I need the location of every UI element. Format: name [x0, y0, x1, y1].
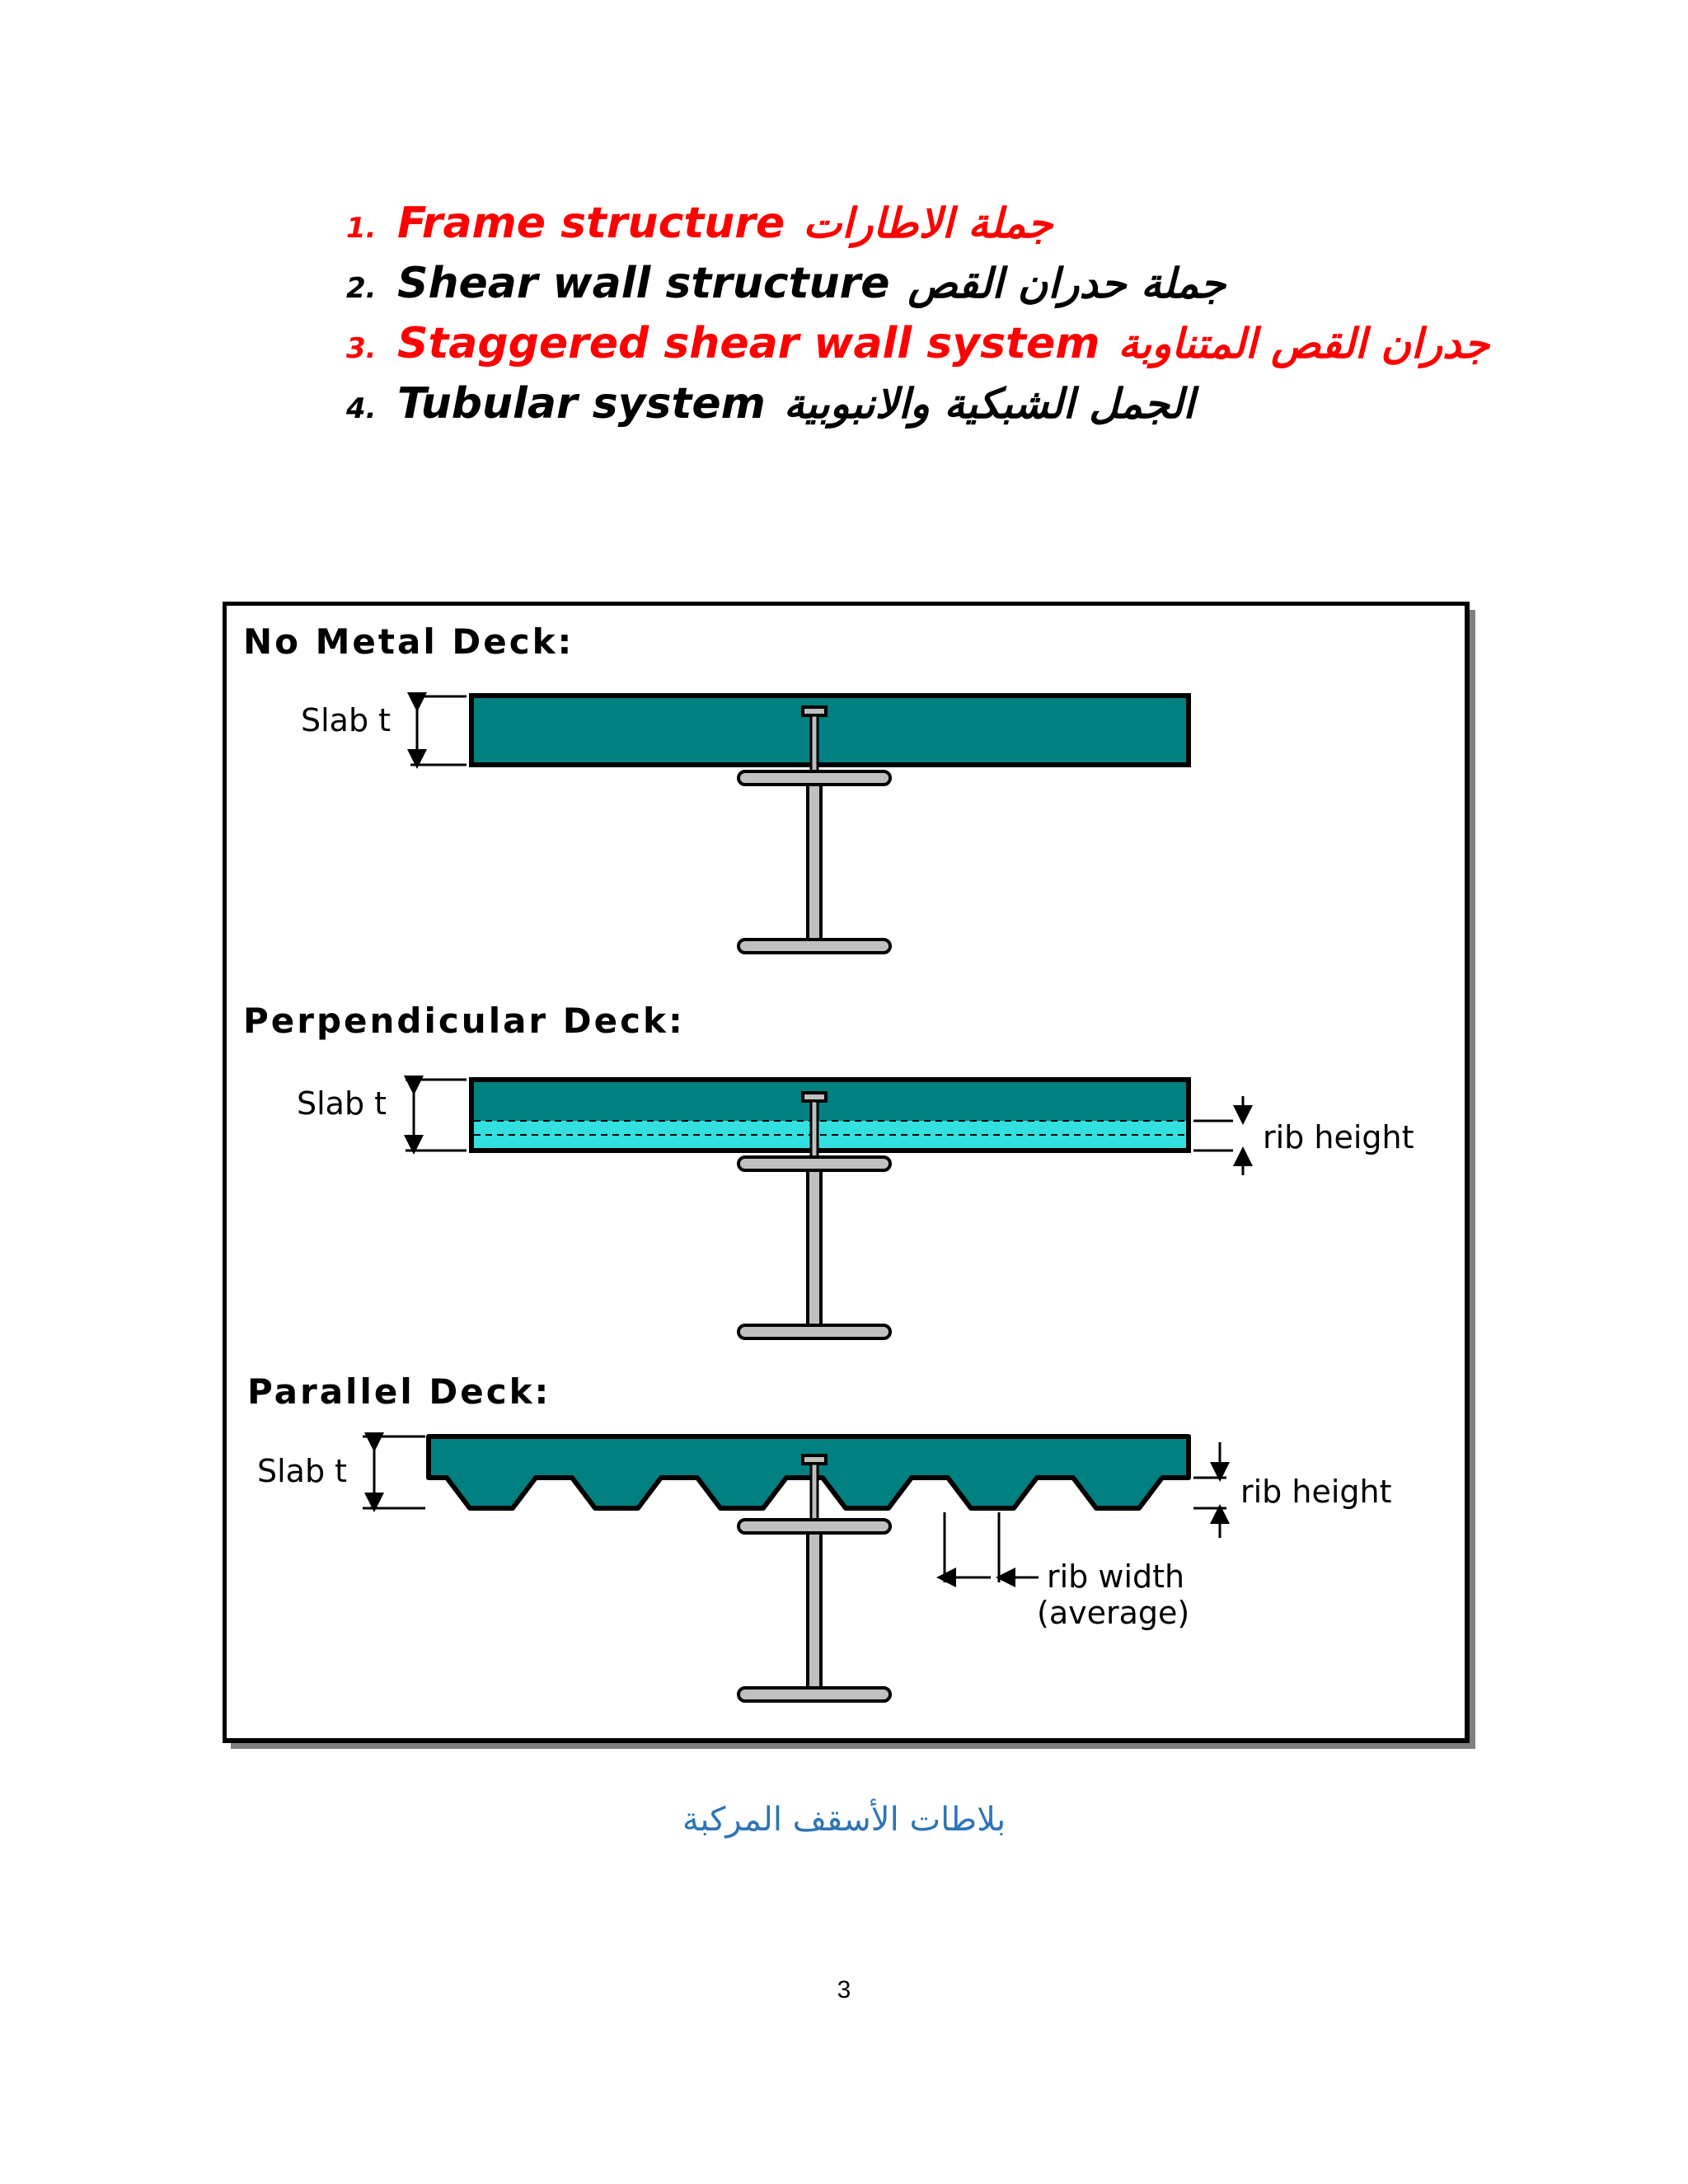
list-number: 1.	[346, 212, 377, 245]
section-title: Perpendicular Deck:	[243, 1001, 685, 1041]
list-item-english: Shear wall structure	[397, 259, 890, 308]
structure-system-list	[346, 194, 1500, 434]
list-item-arabic: جدران القص المتناوبة	[1118, 320, 1490, 368]
slab-label: Slab t	[257, 1453, 348, 1489]
rib-height-label: rib height	[1263, 1119, 1414, 1155]
concrete-slab	[471, 696, 1189, 765]
list-item	[346, 314, 1500, 374]
figure-caption: بلاطات الأسقف المركبة	[682, 1801, 1006, 1839]
list-item-arabic: جملة حدران القص	[907, 260, 1226, 307]
list-item	[346, 194, 1500, 254]
rib-width-note: (average)	[1037, 1595, 1190, 1631]
list-item-english: Tubular system	[397, 379, 766, 429]
rib-width-label: rib width	[1047, 1558, 1185, 1595]
list-item	[346, 254, 1500, 314]
page-number: 3	[837, 1976, 851, 2004]
list-item-english: Frame structure	[397, 199, 785, 248]
list-number: 4.	[346, 392, 377, 425]
slab-label: Slab t	[297, 1085, 387, 1122]
list-item-arabic: الجمل الشبكية والانبوبية	[783, 380, 1195, 428]
list-item-english: Staggered shear wall system	[397, 319, 1100, 368]
section-title: Parallel Deck:	[247, 1371, 551, 1412]
list-number: 3.	[346, 332, 377, 365]
list-item-arabic: جملة الاطارات	[803, 199, 1053, 247]
composite-deck-diagram	[223, 602, 1475, 1749]
slab-label: Slab t	[301, 702, 392, 738]
list-item	[346, 374, 1500, 434]
list-number: 2.	[346, 272, 377, 305]
section-title: No Metal Deck:	[243, 621, 574, 662]
rib-height-label: rib height	[1240, 1474, 1392, 1510]
